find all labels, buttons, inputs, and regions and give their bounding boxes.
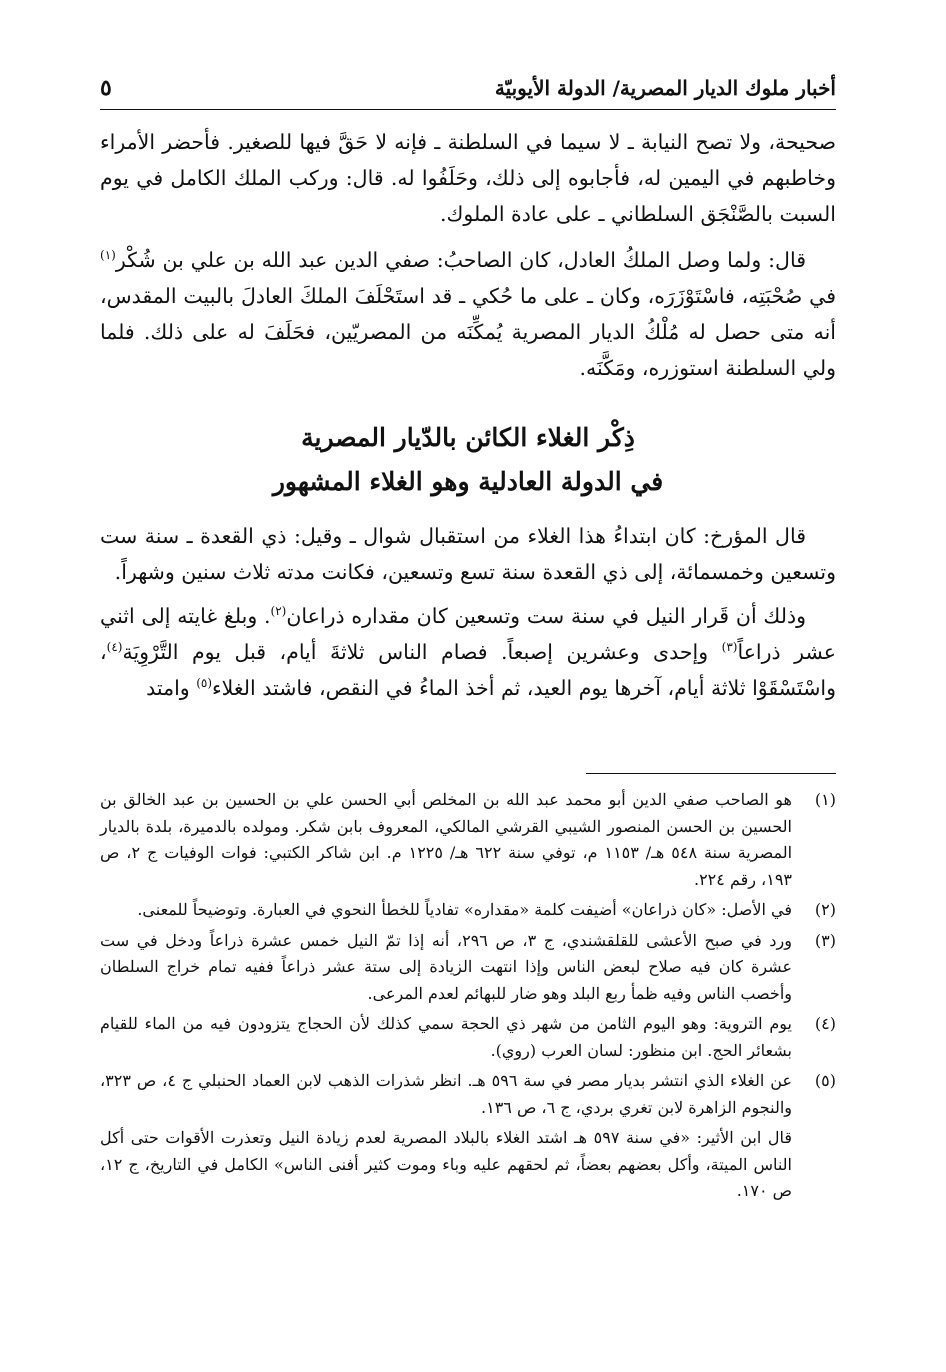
footnotes — [100, 787, 836, 1205]
footnote-reference[interactable]: (٣) — [721, 640, 738, 655]
footnote-number: (٢) — [814, 900, 836, 919]
heading-line-2: في الدولة العادلية وهو الغلاء المشهور — [272, 467, 664, 496]
text-span: وإحدى وعشرين إصبعاً. فصام الناس ثلاثةَ أيام، قبل يوم التَّرْوِيَة — [122, 640, 722, 664]
page-header — [100, 70, 836, 106]
footnote-number: (٣) — [814, 930, 836, 950]
running-title: أخبار ملوك الديار المصرية/ الدولة الأيوبيّة — [494, 76, 836, 100]
footnote-text: هو الصاحب صفي الدين أبو محمد عبد الله بن المخلص أبي الحسن علي بن الحسين بن عبد الخالق بن الحسين بن الحسن المنصور الشيبي القرشي المالكي، المعروف بابن شكر. ومولده بالدميرة، بلدة بالديار المصرية سنة ٥٤٨ هـ/ ١١٥٣ م، توفي سنة ٦٢٢ هـ/ ١٢٢٥ م. ابن شاكر الكتبي: فوات الوفيات ج ٢، ص ١٩٣، رقم ٢٢٤. — [100, 790, 793, 889]
text-span: قال: ولما وصل الملكُ العادل، كان الصاحبُ: صفي الدين عبد الله بن علي بن شُكْر — [115, 248, 806, 272]
footnote-reference[interactable]: (٢) — [270, 604, 287, 619]
footnote-reference[interactable]: (٥) — [196, 676, 213, 691]
footnote-rule — [586, 773, 836, 774]
page-number: ٥ — [100, 75, 112, 101]
paragraph: صحيحة، ولا تصح النيابة ـ لا سيما في السلطنة ـ فإنه لا حَقَّ فيها للصغير. فأحضر الأمراء وخاطبهم في اليمين له، فأجابوه إلى ذلك، وحَلَفُوا له. قال: وركب الملك الكامل في يوم السبت بالصَّنْجَق السلطاني ـ على عادة الملوك. — [100, 130, 836, 226]
paragraph — [100, 242, 836, 386]
footnote-reference[interactable]: (١) — [100, 248, 116, 263]
footnote — [100, 897, 836, 924]
footnote — [100, 1068, 836, 1121]
text-span: وذلك أن قَرار النيل في سنة ست وتسعين كان مقداره ذراعان — [286, 604, 806, 628]
footnote-continuation: قال ابن الأثير: «في سنة ٥٩٧ هـ اشتد الغلاء بالبلاد المصرية لعدم زيادة النيل وتعذرت الأقوات حتى أكل الناس الميتة، وأكل بعضهم بعضاً، ثم لحقهم عليه وباء وموت كثير أفنى الناس» الكامل في التاريخ، ج ١٢، ص ١٧٠. — [100, 1128, 793, 1200]
footnote-text: ورد في صبح الأعشى للقلقشندي، ج ٣، ص ٢٩٦، أنه إذا تمّ النيل خمس عشرة ذراعاً ودخل في ست عشرة كان فيه صلاح لبعض الناس وإذا انتهت الزيادة إلى ستة عشر ذراعاً ففيه تمام خراج السلطان وأخصب الناس وفيه ظمأ ربع البلد وهو ضار للبهائم لعدم المرعى. — [100, 930, 793, 1003]
heading-line-1: ذِكْر الغلاء الكائن بالدّيار المصرية — [301, 423, 635, 452]
text-span: وامتد — [146, 676, 197, 700]
paragraph: قال المؤرخ: كان ابتداءُ هذا الغلاء من استقبال شوال ـ وقيل: ذي القعدة ـ سنة ست وتسعين وخمسمائة، إلى ذي القعدة سنة تسع وتسعين، فكانت مدته ثلاث سنين وشهراً. — [100, 524, 836, 584]
paragraph — [100, 598, 836, 706]
footnote — [100, 1011, 836, 1064]
header-rule — [100, 109, 836, 110]
footnote-number: (٤) — [814, 1014, 836, 1033]
footnote-text: عن الغلاء الذي انتشر بديار مصر في سة ٥٩٦ هـ. انظر شذرات الذهب لابن العماد الحنبلي ج ٤، ص ٣٢٣، والنجوم الزاهرة لابن تغري بردي، ج ٦، ص ١٣٦. — [100, 1071, 792, 1117]
footnote-number: (١) — [814, 790, 836, 809]
footnote — [100, 928, 836, 1008]
text-span: في صُحْبَتِه، فاسْتَوْزَرَه، وكان ـ على ما حُكي ـ قد استَحْلَفَ الملكَ العادلَ بالبيت المقدس، أنه متى حصل له مُلْكُ الديار المصرية يُمكِّنَه من المصريّين، فحَلَفَ له على ذلك. فلما ولي السلطنة استوزره، ومَكَّنَه. — [100, 284, 836, 380]
footnote — [100, 787, 836, 893]
body-text-bottom — [100, 518, 836, 714]
footnote-number: (٥) — [814, 1071, 836, 1090]
section-heading — [100, 416, 836, 504]
text-span: . وبلغ غايته إلى اثني عشر ذراعاً — [100, 604, 836, 664]
footnote-text: في الأصل: «كان ذراعان» أضيفت كلمة «مقداره» تفادياً للخطأ النحوي في العبارة. وتوضيحاً للمعنى. — [137, 900, 792, 919]
body-text-top — [100, 124, 836, 396]
text-span: ، واسْتَسْقَوْا ثلاثة أيام، آخرها يوم العيد، ثم أخذ الماءُ في النقص، فاشتد الغلاء — [100, 640, 836, 700]
footnote-text: يوم التروية: وهو اليوم الثامن من شهر ذي الحجة سمي كذلك لأن الحجاج يتزودون فيه من الماء للقيام بشعائر الحج. ابن منظور: لسان العرب (روي). — [100, 1014, 792, 1060]
footnote-reference[interactable]: (٤) — [106, 640, 123, 655]
